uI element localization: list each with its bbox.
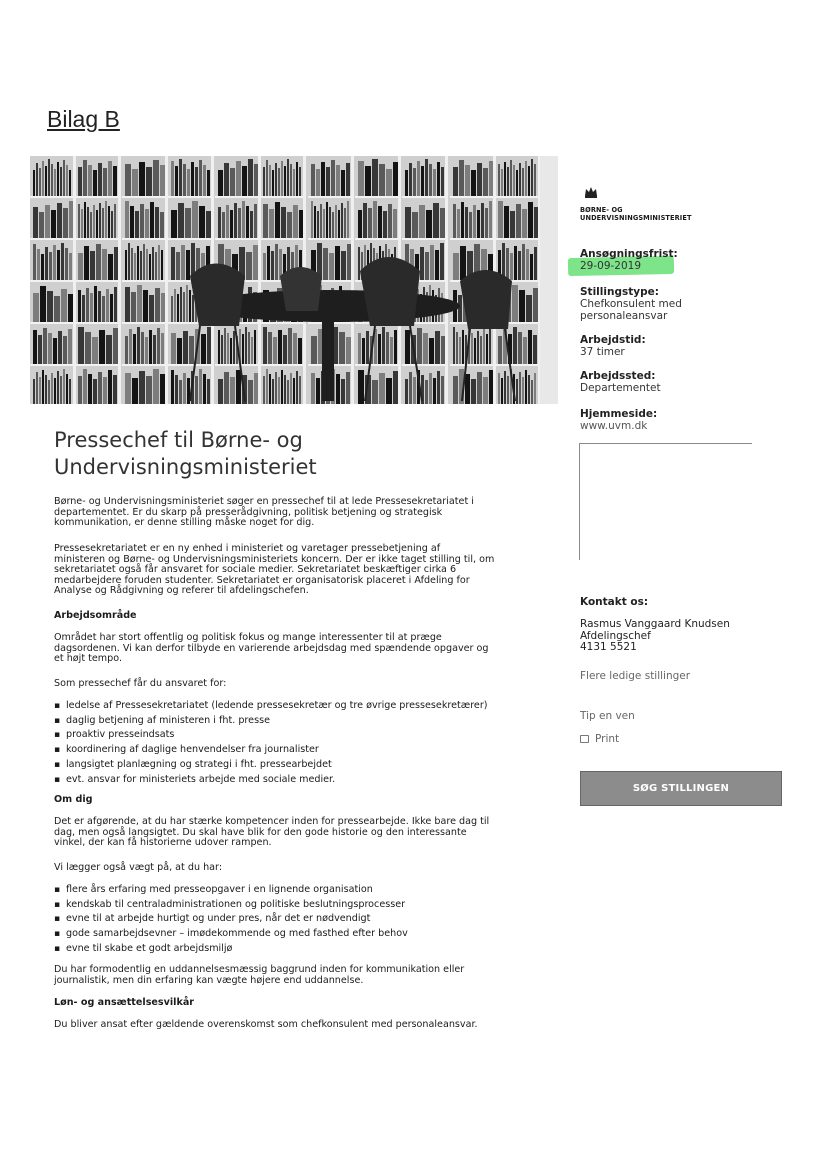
- about-paragraph: [54, 817, 534, 849]
- list-item: ▪ evne til at arbejde hurtigt og under pres, når det er nødvendigt: [54, 912, 544, 927]
- more-jobs-link[interactable]: Flere ledige stillinger: [580, 670, 691, 682]
- job-title: [54, 427, 524, 481]
- text-line: Børne- og Undervisningsministeriet søger en pressechef til at lede Pressesekretariatet i: [54, 496, 474, 507]
- website-block: [580, 408, 657, 432]
- workplace-label: Arbejdssted:: [580, 370, 656, 382]
- contact-role: Afdelingschef: [580, 629, 651, 642]
- text-line: dagsordenen. Vi kan derfor tilbyde en varierende arbejdsdag med spændende opgaver og: [54, 642, 489, 654]
- job-type-label: Stillingstype:: [580, 286, 659, 298]
- job-type-value-2: personaleansvar: [580, 310, 668, 322]
- deadline-block: [580, 248, 678, 272]
- deadline-value: 29-09-2019: [580, 260, 642, 272]
- list-item: ▪ ledelse af Pressesekretariatet (ledende pressesekretær og tre øvrige pressesekretærer): [54, 699, 544, 714]
- print-icon: [580, 735, 589, 743]
- hours-value: 37 timer: [580, 346, 625, 358]
- requirements-list: [54, 883, 544, 957]
- text-line: ministeren og Børne- og Undervisningsministeriets koncern. Der er ikke taget stilling til, om: [54, 553, 495, 565]
- sidebar-empty-box: [579, 443, 752, 560]
- text-line: sekretariatet også får ansvaret for sociale medier. Sekretariatet beskæftiger cirka 6: [54, 564, 457, 576]
- responsibility-intro: Som pressechef får du ansvaret for:: [54, 678, 227, 689]
- text-line: journalistik, men din erfaring kan vægte højere end uddannelse.: [54, 974, 364, 986]
- hours-block: [580, 334, 646, 358]
- list-item: ▪ koordinering af daglige henvendelser fra journalister: [54, 743, 544, 758]
- page-heading: Bilag B: [47, 106, 120, 132]
- list-item: ▪ flere års erfaring med presseopgaver i en lignende organisation: [54, 883, 544, 898]
- workplace-block: [580, 370, 661, 394]
- secretariat-paragraph: [54, 544, 534, 597]
- text-line: medarbejdere foruden studenter. Sekretariatet er organisatorisk placeret i Afdeling for: [54, 574, 470, 586]
- hours-label: Arbejdstid:: [580, 334, 646, 346]
- list-item: ▪ evt. ansvar for ministeriets arbejde med sociale medier.: [54, 773, 544, 788]
- section-heading-salary: Løn- og ansættelsesvilkår: [54, 997, 195, 1008]
- job-title-line-1: Pressechef til Børne- og: [54, 428, 303, 452]
- text-line: Pressesekretariatet er en ny enhed i ministeriet og varetager pressebetjening af: [54, 543, 441, 554]
- requirements-intro: Vi lægger også vægt på, at du har:: [54, 862, 223, 873]
- ministry-logo-text: [580, 206, 692, 222]
- job-type-value-1: Chefkonsulent med: [580, 298, 682, 310]
- list-item: ▪ evne til skabe et godt arbejdsmiljø: [54, 942, 544, 957]
- text-line: Området har stort offentlig og politisk fokus og mange interessenter til at præge: [54, 632, 442, 643]
- org-line-2: UNDERVISNINGSMINISTERIET: [580, 214, 692, 222]
- website-link[interactable]: www.uvm.dk: [580, 420, 648, 432]
- list-item: ▪ gode samarbejdsevner – imødekommende og med fasthed efter behov: [54, 927, 544, 942]
- workplace-value: Departementet: [580, 382, 661, 394]
- responsibility-list: [54, 699, 544, 787]
- section-heading-area: Arbejdsområde: [54, 610, 137, 621]
- contact-phone: 4131 5521: [580, 641, 637, 653]
- hero-image: [30, 156, 558, 404]
- text-line: departementet. Er du skarp på presserådgivning, politisk betjening og strategisk: [54, 506, 443, 518]
- text-line: vinkel, der kan få historierne udover rampen.: [54, 837, 272, 849]
- list-item: ▪ proaktiv presseindsats: [54, 728, 544, 743]
- contact-label: Kontakt os:: [580, 596, 649, 608]
- crown-icon: [584, 185, 598, 199]
- area-paragraph: [54, 633, 534, 665]
- text-line: Analyse og Rådgivning og referer til afdelingschefen.: [54, 585, 309, 597]
- library-photo: [30, 156, 558, 404]
- org-line-1: BØRNE- OG: [580, 206, 623, 214]
- salary-paragraph: Du bliver ansat efter gældende overenskomst som chefkonsulent med personaleansvar.: [54, 1019, 478, 1030]
- text-line: et højt tempo.: [54, 653, 122, 665]
- job-type-block: [580, 286, 682, 322]
- list-item: ▪ langsigtet planlægning og strategi i fht. pressearbejdet: [54, 758, 544, 773]
- section-heading-about-you: Om dig: [54, 794, 93, 805]
- apply-button[interactable]: SØG STILLINGEN: [580, 771, 782, 806]
- print-label: Print: [595, 733, 620, 745]
- intro-paragraph: [54, 497, 534, 529]
- list-item: ▪ kendskab til centraladministrationen og politiske beslutningsprocesser: [54, 898, 544, 913]
- job-title-line-2: Undervisningsministeriet: [54, 455, 317, 479]
- education-paragraph: [54, 965, 534, 986]
- text-line: Det er afgørende, at du har stærke kompetencer inden for pressearbejde. Ikke bare dag til: [54, 816, 490, 827]
- text-line: dag, men også langsigtet. Du skal have blik for den gode historie og den interessante: [54, 826, 467, 838]
- text-line: Du har formodentlig en uddannelsesmæssig baggrund inden for kommunikation eller: [54, 964, 465, 975]
- website-label: Hjemmeside:: [580, 408, 658, 420]
- tip-friend-link[interactable]: Tip en ven: [580, 710, 635, 722]
- list-item: ▪ daglig betjening af ministeren i fht. presse: [54, 714, 544, 729]
- contact-block: [580, 619, 730, 654]
- text-line: kommunikation, er denne stilling måske noget for dig.: [54, 517, 315, 529]
- deadline-label: Ansøgningsfrist:: [580, 248, 678, 260]
- print-link[interactable]: [580, 733, 619, 745]
- contact-name: Rasmus Vanggaard Knudsen: [580, 618, 730, 630]
